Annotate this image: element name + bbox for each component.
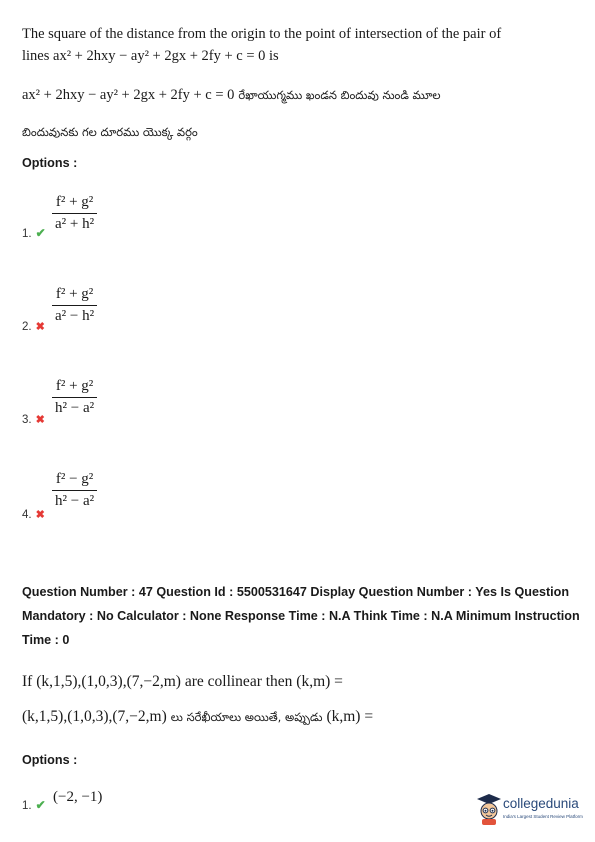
- correct-check-icon: ✔: [35, 798, 46, 812]
- option-number: 2.: [22, 321, 32, 333]
- option-number: 4.: [22, 509, 32, 521]
- option-1-marker: [22, 224, 46, 242]
- question-47-telugu-end: (k,m) =: [326, 708, 374, 725]
- question-46-text-line2: lines ax² + 2hxy − ay² + 2gx + 2fy + c = 0 is: [22, 48, 279, 64]
- option-3-fraction: [52, 378, 97, 417]
- options-label: Options :: [22, 753, 78, 767]
- question-46-telugu-line2: బిందువునకు గల దూరము యొక్క వర్గం: [22, 125, 198, 139]
- question-47-telugu-points: (k,1,5),(1,0,3),(7,−2,m): [22, 708, 167, 725]
- q47-option-1-value: (−2, −1): [53, 789, 103, 805]
- question-46-telugu-text: రేఖాయుగ్మము ఖండన బిందువు నుండి మూల: [238, 88, 441, 102]
- option-4-numerator: f² − g²: [55, 471, 94, 487]
- question-46-telugu-line1: [22, 86, 441, 105]
- option-1-numerator: f² + g²: [55, 194, 94, 210]
- collegedunia-logo: [476, 793, 588, 827]
- question-47-meta-line1: Question Number : 47 Question Id : 5500531647 Display Question Number : Yes Is Question: [22, 585, 570, 599]
- option-4-denominator: h² − a²: [55, 493, 95, 509]
- option-3-numerator: f² + g²: [55, 378, 94, 394]
- correct-check-icon: ✔: [35, 226, 46, 240]
- option-2-numerator: f² + g²: [55, 286, 94, 302]
- question-47-meta-line2: Mandatory : No Calculator : None Response Time : N.A Think Time : N.A Minimum Instruction: [22, 609, 580, 623]
- options-label: Options :: [22, 156, 78, 170]
- option-number: 1.: [22, 800, 32, 812]
- graduate-mascot-icon: [476, 793, 502, 825]
- option-1-fraction: [52, 194, 97, 233]
- question-47-text: If (k,1,5),(1,0,3),(7,−2,m) are collinear then (k,m) =: [22, 673, 343, 690]
- wrong-cross-icon: ✖: [35, 509, 45, 521]
- question-47-meta-line3: Time : 0: [22, 633, 70, 647]
- option-2-fraction: [52, 286, 97, 325]
- fraction-bar: [52, 397, 97, 398]
- option-2-marker: [22, 317, 45, 335]
- question-47-telugu-line: [22, 708, 373, 727]
- fraction-bar: [52, 213, 97, 214]
- question-47-telugu-text: లు సరేఖీయాలు అయితే, అప్పుడు: [170, 710, 323, 724]
- option-number: 1.: [22, 228, 32, 240]
- fraction-bar: [52, 305, 97, 306]
- option-2-denominator: a² − h²: [55, 308, 95, 324]
- question-46-text-line1: The square of the distance from the origin to the point of intersection of the pair of: [22, 26, 502, 42]
- wrong-cross-icon: ✖: [35, 414, 45, 426]
- q47-option-1-marker: [22, 796, 46, 814]
- option-3-denominator: h² − a²: [55, 400, 95, 416]
- wrong-cross-icon: ✖: [35, 321, 45, 333]
- fraction-bar: [52, 490, 97, 491]
- option-4-fraction: [52, 471, 97, 510]
- logo-wordmark: collegedunia: [503, 796, 579, 811]
- option-number: 3.: [22, 414, 32, 426]
- option-3-marker: [22, 410, 45, 428]
- option-1-denominator: a² + h²: [55, 216, 95, 232]
- question-46-telugu-equation: ax² + 2hxy − ay² + 2gx + 2fy + c = 0: [22, 87, 235, 103]
- option-4-marker: [22, 505, 45, 523]
- logo-tagline: India's Largest Student Review Platform: [503, 814, 583, 819]
